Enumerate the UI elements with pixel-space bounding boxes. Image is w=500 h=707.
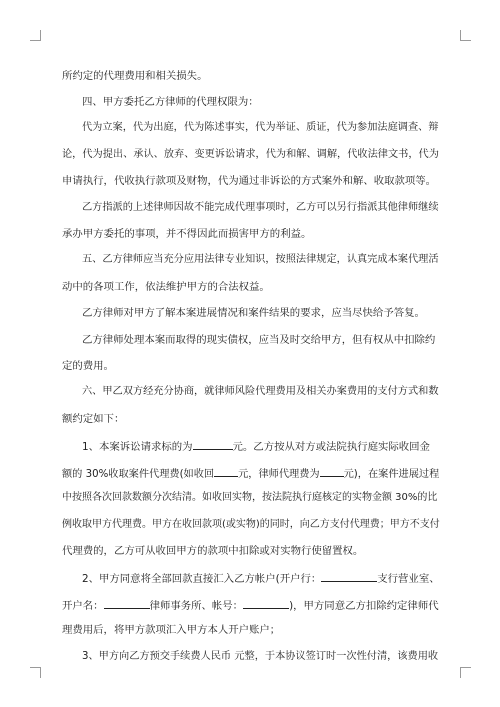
payment-item-2-line [82,571,440,585]
crop-mark-top-right [460,30,471,41]
clause-five-line: 五、乙方律师应当充分应用法律专业知识，按照法律规定，认真完成本案代理活 [82,254,439,265]
paragraph-line: 代理费的，乙方可从收回甲方的款项中扣除或对实物行使留置权。 [62,545,364,557]
text-segment: 额的 30%收取案件代理费(如收回 [62,469,215,480]
paragraph-line: 定的费用。 [62,360,114,372]
amount-blank [193,439,233,450]
payment-item-3-line: 3、甲方向乙方预交手续费人民币 元整，于本协议签订时一次性付清，该费用收 [82,651,439,662]
paragraph-line: 乙方律师对甲方了解本案进展情况和案件结果的要求，应当尽快给予答复。 [82,307,425,319]
paragraph-line: 中按照各次回款数额分次结清。如收回实物，按法院执行庭核定的实物金额 30%的比 [62,492,438,503]
text-segment: 1、本案诉讼请求标的为 [82,441,193,453]
paragraph-line: 动中的各项工作，依法维护甲方的合法权益。 [62,281,270,293]
crop-mark-top-left [30,30,41,41]
clause-four-heading: 四、甲方委托乙方律师的代理权限为： [82,96,259,108]
crop-mark-bottom-right [460,667,471,678]
account-number-blank [243,598,289,609]
text-segment: )，甲方同意乙方扣除约定律师代 [289,600,439,612]
clause-six-line: 六、甲乙双方经充分协商，就律师风险代理费用及相关办案费用的支付方式和数 [82,386,439,397]
paragraph-line: 乙方律师处理本案而取得的现实债权，应当及时交给甲方，但有权从中扣除约 [82,334,436,346]
paragraph-line: 申请执行，代收执行款项及财物，代为通过非诉讼的方式案外和解、收取款项等。 [62,175,437,187]
text-segment: 2、甲方同意将全部回款直接汇入乙方帐户(开户行： [82,573,322,585]
text-segment: 支行营业室、 [377,573,440,585]
crop-mark-bottom-left [30,667,41,678]
text-segment: 元)，在案件进展过程 [343,469,440,480]
paragraph-line: 承办甲方委托的事项，并不得因此而损害甲方的利益。 [62,228,312,240]
paragraph-line: 所约定的代理费用和相关损失。 [62,70,208,82]
paragraph-line [62,466,439,481]
paragraph-line: 代为立案，代为出庭，代为陈述事实，代为举证、质证，代为参加法庭调查、辩 [82,122,439,133]
text-segment: 元。乙方按从对方或法院执行庭实际收回金 [232,441,430,453]
paragraph-line [62,598,439,612]
paragraph-line: 理费用后，将甲方款项汇入甲方本人开户账户； [62,624,281,636]
paragraph-line: 例收取甲方代理费。甲方在收回款项(或实物)的同时，向乙方支付代理费；甲方不支付 [62,519,440,530]
text-segment: 开户名： [62,600,104,612]
paragraph-line: 乙方指派的上述律师因故不能完成代理事项时，乙方可以另行指派其他律师继续 [82,202,439,213]
amount-blank [214,466,238,477]
text-segment: 律师事务所、帐号： [149,600,244,612]
paragraph-line: 论，代为提出、承认、放弃、变更诉讼请求，代为和解、调解，代收法律文书，代为 [62,149,439,160]
paragraph-line: 额约定如下： [62,413,125,425]
account-name-blank [104,598,150,609]
text-segment: 元，律师代理费为 [238,469,320,480]
amount-blank [320,466,344,477]
bank-blank [321,571,377,582]
payment-item-1-line [82,439,430,453]
